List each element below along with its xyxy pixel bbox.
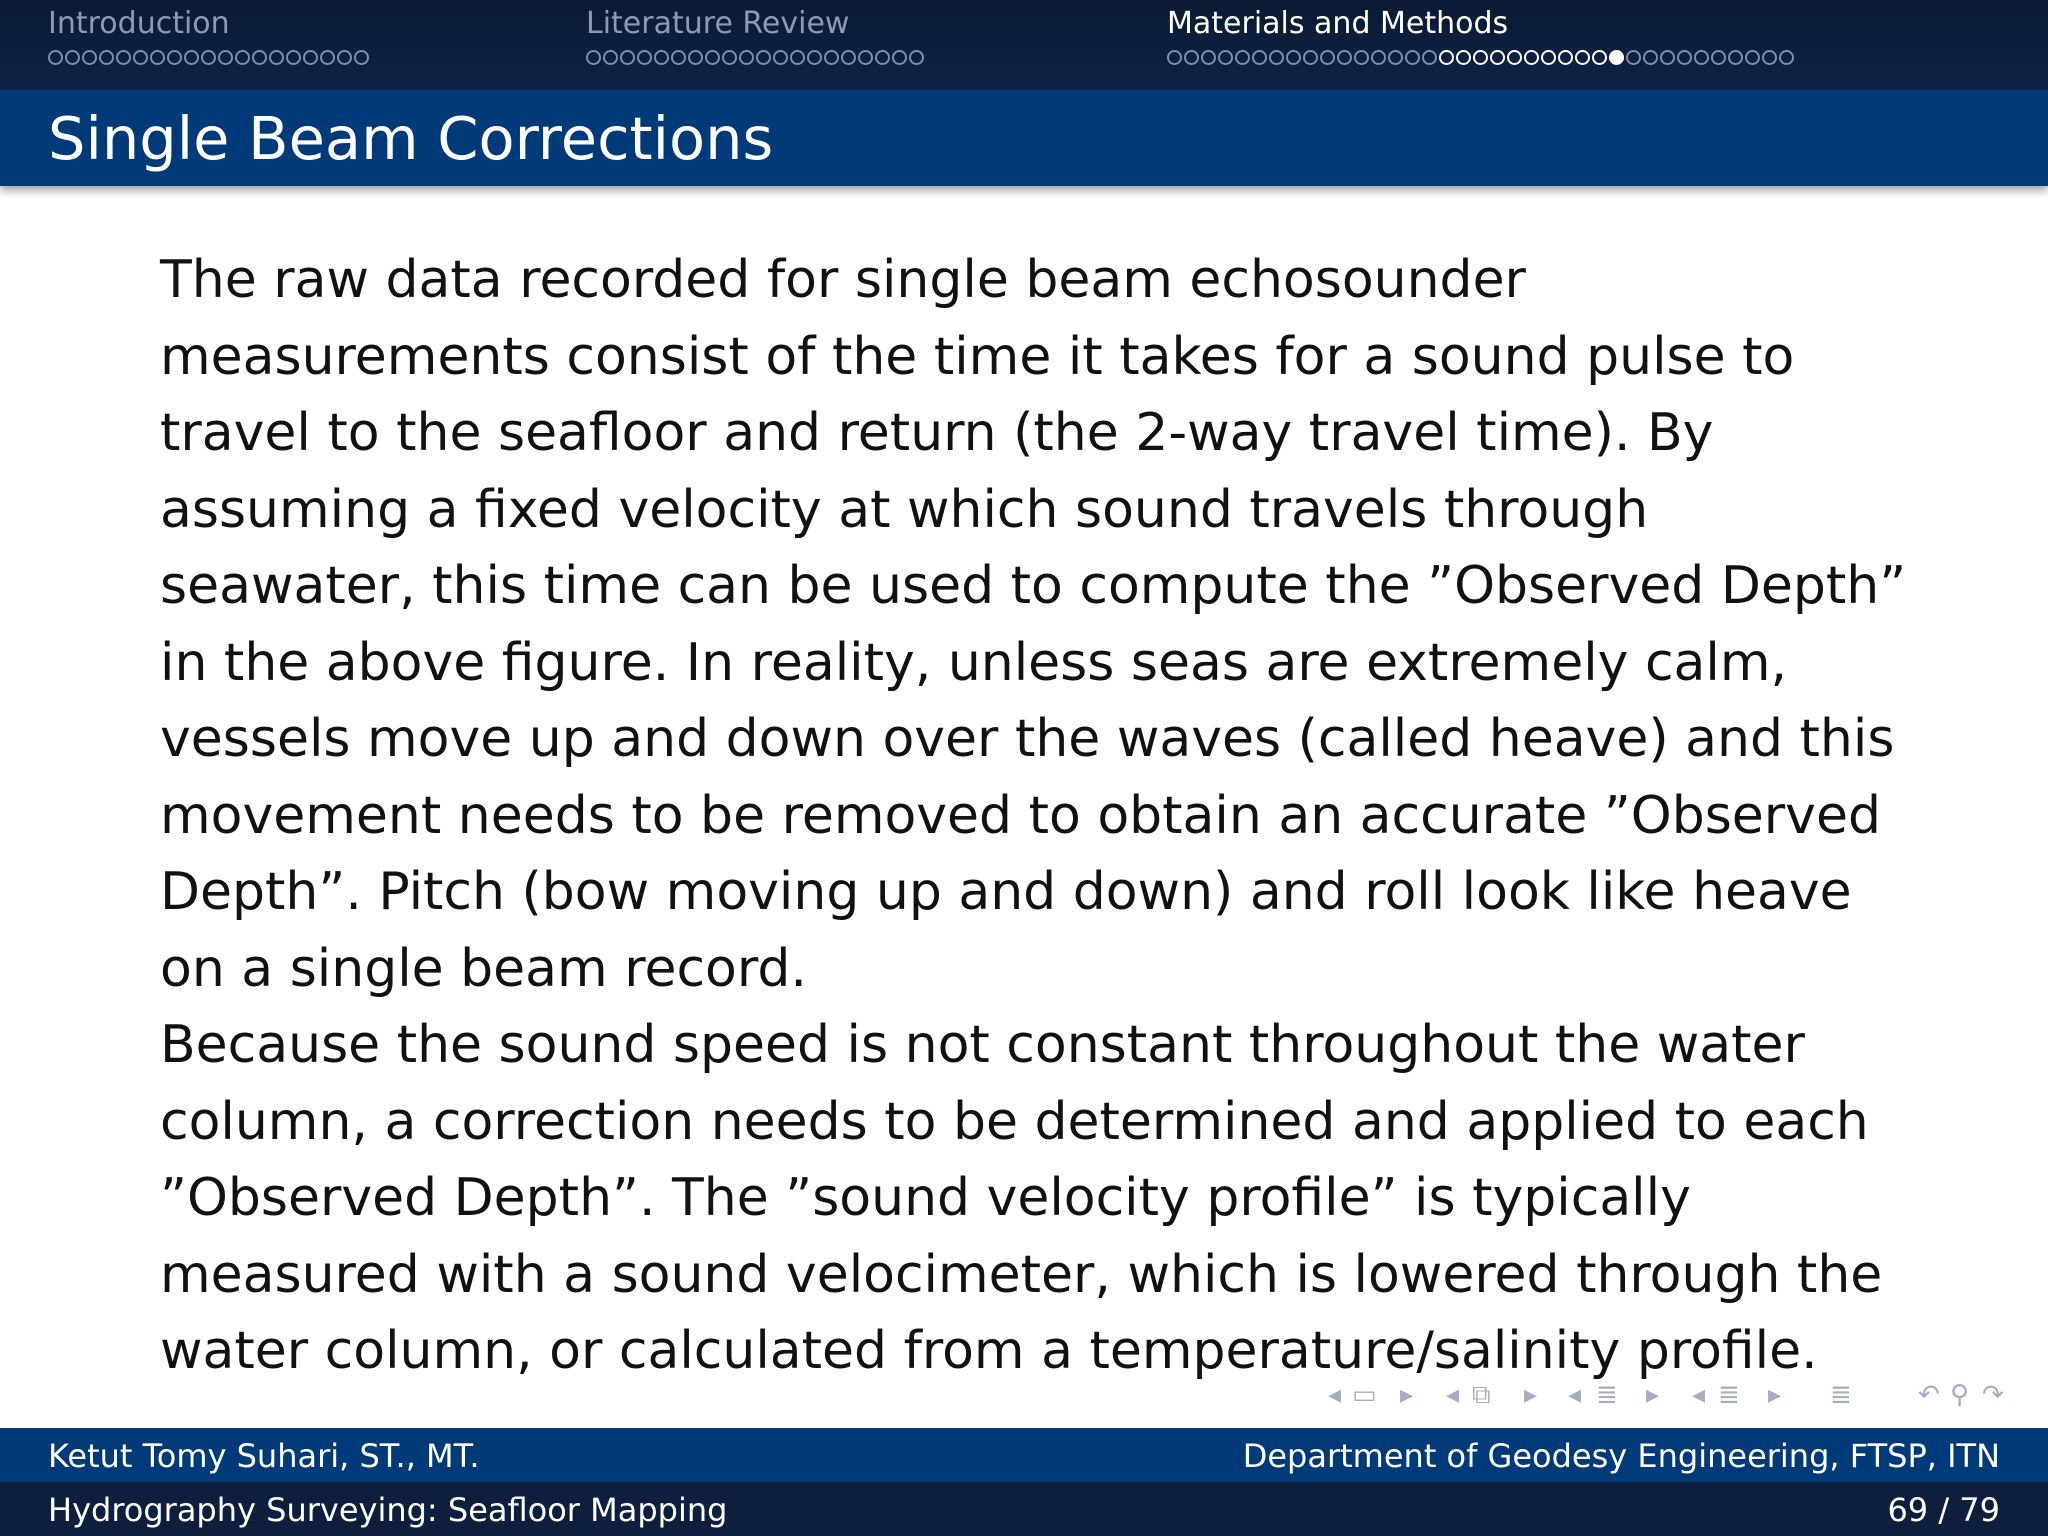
appendix-icon[interactable]: ≣ (1830, 1380, 1852, 1410)
slide-dot[interactable] (722, 50, 737, 65)
arrow-left-icon[interactable]: ◂ (1446, 1380, 1460, 1410)
arrow-left-icon[interactable]: ◂ (1328, 1380, 1342, 1410)
slide-dot[interactable] (909, 50, 924, 65)
presentation-icon[interactable]: ≣ (1718, 1380, 1740, 1410)
footer-author: Ketut Tomy Suhari, ST., MT. (48, 1437, 480, 1475)
slide-dot[interactable] (824, 50, 839, 65)
search-icon[interactable]: ⚲ (1950, 1380, 1970, 1410)
slide-dot[interactable] (1609, 50, 1624, 65)
slide-dot[interactable] (790, 50, 805, 65)
slide-dot[interactable] (858, 50, 873, 65)
slide-dot[interactable] (705, 50, 720, 65)
slide-dot[interactable] (1660, 50, 1675, 65)
slide-dot[interactable] (48, 50, 63, 65)
slide-dot[interactable] (1745, 50, 1760, 65)
slide-dot[interactable] (1762, 50, 1777, 65)
slide-dot[interactable] (1541, 50, 1556, 65)
arrow-right-icon[interactable]: ▸ (1400, 1380, 1414, 1410)
slide-dot[interactable] (807, 50, 822, 65)
slide-dot[interactable] (1235, 50, 1250, 65)
body-paragraph: Because the sound speed is not constant throughout the water column, a correction needs to be determined and applied to each ”Observed Depth”. The ”sound velocity profile” is typically measured with a sound velocimeter, which is lowered through the water column, or calculated from a temperature/salinity profile. (160, 1015, 1883, 1381)
slide-dot[interactable] (184, 50, 199, 65)
nav-section-title[interactable]: Introduction (48, 6, 230, 41)
slide-dot[interactable] (1252, 50, 1267, 65)
slide-dot[interactable] (1201, 50, 1216, 65)
slide-dot[interactable] (1779, 50, 1794, 65)
slide-dot[interactable] (116, 50, 131, 65)
footer-short-title: Hydrography Surveying: Seafloor Mapping (48, 1491, 728, 1529)
slide-dot[interactable] (688, 50, 703, 65)
slide-dot[interactable] (875, 50, 890, 65)
slide-dot[interactable] (586, 50, 601, 65)
section-icon[interactable]: ≣ (1596, 1380, 1618, 1410)
slide-dot[interactable] (620, 50, 635, 65)
slide-dot[interactable] (1337, 50, 1352, 65)
slide-dot[interactable] (1524, 50, 1539, 65)
slide-dot[interactable] (1388, 50, 1403, 65)
slide-dot[interactable] (1507, 50, 1522, 65)
slide-dot[interactable] (1167, 50, 1182, 65)
slide-dot[interactable] (773, 50, 788, 65)
slide-dot[interactable] (1677, 50, 1692, 65)
slide-dot[interactable] (354, 50, 369, 65)
slide-dot[interactable] (82, 50, 97, 65)
slide-dot[interactable] (1711, 50, 1726, 65)
slide-dot[interactable] (201, 50, 216, 65)
slide-dot[interactable] (1643, 50, 1658, 65)
slide-dot[interactable] (1592, 50, 1607, 65)
nav-slide-dots[interactable] (586, 50, 924, 65)
nav-section-title[interactable]: Literature Review (586, 6, 850, 41)
slide-dot[interactable] (1490, 50, 1505, 65)
slide-dot[interactable] (1422, 50, 1437, 65)
slide-dot[interactable] (133, 50, 148, 65)
slide-dot[interactable] (637, 50, 652, 65)
slide-dot[interactable] (252, 50, 267, 65)
slide-dot[interactable] (841, 50, 856, 65)
arrow-left-icon[interactable]: ◂ (1568, 1380, 1582, 1410)
section-navigation-bar (0, 0, 2048, 90)
slide-dot[interactable] (739, 50, 754, 65)
slide-dot[interactable] (892, 50, 907, 65)
slide-dot[interactable] (1286, 50, 1301, 65)
arrow-right-icon[interactable]: ▸ (1524, 1380, 1538, 1410)
slide-dot[interactable] (1626, 50, 1641, 65)
slide-dot[interactable] (1456, 50, 1471, 65)
redo-icon[interactable]: ↷ (1982, 1380, 2004, 1410)
slide-dot[interactable] (1405, 50, 1420, 65)
slide-dot[interactable] (1184, 50, 1199, 65)
footer-title-bar (0, 1482, 2048, 1536)
slide-title: Single Beam Corrections (48, 104, 774, 173)
page-number: 69 / 79 (1887, 1491, 2000, 1529)
slide-dot[interactable] (150, 50, 165, 65)
slide-dot[interactable] (235, 50, 250, 65)
slide-dot[interactable] (1558, 50, 1573, 65)
navigation-symbols (1320, 1380, 2040, 1414)
slide-dot[interactable] (1575, 50, 1590, 65)
slide-body (160, 242, 1920, 1390)
arrow-left-icon[interactable]: ◂ (1692, 1380, 1706, 1410)
slide-dot[interactable] (1439, 50, 1454, 65)
slide-dot[interactable] (65, 50, 80, 65)
slide-dot[interactable] (1371, 50, 1386, 65)
slide-dot[interactable] (320, 50, 335, 65)
nav-slide-dots[interactable] (1167, 50, 1794, 65)
footer-institute: Department of Geodesy Engineering, FTSP, ITN (1242, 1437, 2000, 1475)
slide-dot[interactable] (1269, 50, 1284, 65)
frame-icon[interactable]: ▭ (1352, 1380, 1377, 1410)
slide-dot[interactable] (269, 50, 284, 65)
slide-dot[interactable] (218, 50, 233, 65)
slide-dot[interactable] (286, 50, 301, 65)
body-paragraph: The raw data recorded for single beam echosounder measurements consist of the time it takes for a sound pulse to travel to the seafloor and return (the 2-way travel time). By assuming a fixed velocity at which sound travels through seawater, this time can be used to compute the ”Observed Depth” in the above figure. In reality, unless seas are extremely calm, vessels move up and down over the waves (called heave) and this movement needs to be removed to obtain an accurate ”Observed Depth”. Pitch (bow moving up and down) and roll look like heave on a single beam record. (160, 250, 1907, 999)
slide-dot[interactable] (1320, 50, 1335, 65)
slide-dot[interactable] (1303, 50, 1318, 65)
slide-dot[interactable] (1354, 50, 1369, 65)
slide-dot[interactable] (671, 50, 686, 65)
slide-dot[interactable] (1473, 50, 1488, 65)
arrow-right-icon[interactable]: ▸ (1768, 1380, 1782, 1410)
slide-dot[interactable] (99, 50, 114, 65)
slide-dot[interactable] (303, 50, 318, 65)
slide-dot[interactable] (756, 50, 771, 65)
slide-dot[interactable] (1728, 50, 1743, 65)
slide-dot[interactable] (337, 50, 352, 65)
undo-icon[interactable]: ↶ (1918, 1380, 1940, 1410)
nav-slide-dots[interactable] (48, 50, 369, 65)
slide-dot[interactable] (654, 50, 669, 65)
slide-dot[interactable] (1694, 50, 1709, 65)
subsection-icon[interactable]: ⧉ (1472, 1380, 1491, 1410)
nav-section-title[interactable]: Materials and Methods (1167, 6, 1509, 41)
slide-dot[interactable] (167, 50, 182, 65)
slide-dot[interactable] (603, 50, 618, 65)
slide-dot[interactable] (1218, 50, 1233, 65)
footer-author-bar (0, 1428, 2048, 1482)
arrow-right-icon[interactable]: ▸ (1646, 1380, 1660, 1410)
frame-title-bar (0, 90, 2048, 186)
